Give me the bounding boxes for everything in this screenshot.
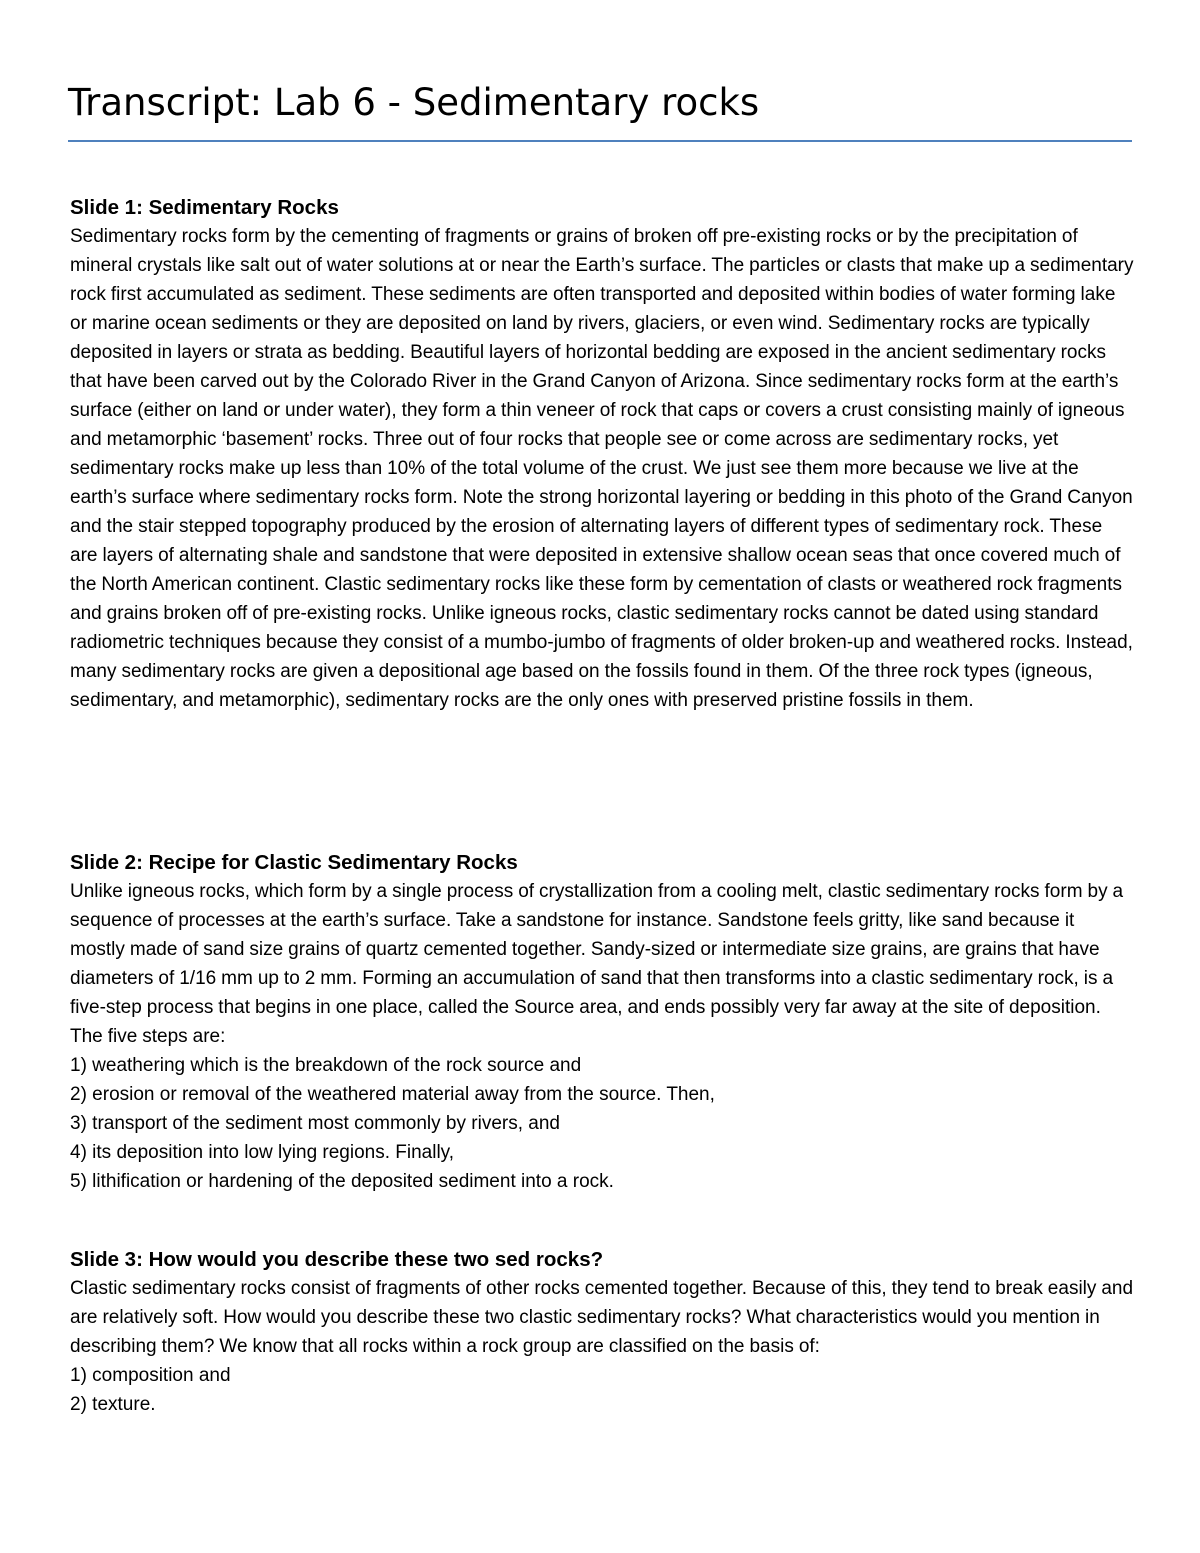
slide-3-body: Clastic sedimentary rocks consist of fragments of other rocks cemented together. Because of this, they tend to break easily and are relatively soft. How would you describe these two clastic sedimentary rocks? What characteristics would you mention in describing them? We know that all rocks within a rock group are classified on the basis of:	[70, 1278, 1134, 1357]
slide-3-heading: Slide 3: How would you describe these two sed rocks?	[70, 1248, 604, 1271]
step-item: 1) composition and	[70, 1365, 231, 1386]
step-item: 4) its deposition into low lying regions. Finally,	[70, 1142, 455, 1163]
step-item: 2) texture.	[70, 1394, 156, 1415]
step-item: 1) weathering which is the breakdown of the rock source and	[70, 1055, 582, 1076]
document-title: Transcript: Lab 6 - Sedimentary rocks	[68, 81, 760, 124]
slide-2-body: Unlike igneous rocks, which form by a single process of crystallization from a cooling melt, clastic sedimentary rocks form by a sequence of processes at the earth’s surface. Take a sandstone for instance. Sandstone feels gritty, like sand because it mostly made of sand size grains of quartz cemented together. Sandy-sized or intermediate size grains, are grains that have diameters of 1/16 mm up to 2 mm. Forming an accumulation of sand that then transforms into a clastic sedimentary rock, is a five-step process that begins in one place, called the Source area, and ends possibly very far away at the site of deposition. The five steps are:	[70, 881, 1124, 1047]
slide-2-section	[70, 848, 1134, 1196]
slide-3-section	[70, 1245, 1134, 1419]
slide-2-heading: Slide 2: Recipe for Clastic Sedimentary Rocks	[70, 851, 518, 874]
slide-1-section	[70, 193, 1134, 715]
step-item: 3) transport of the sediment most commonly by rivers, and	[70, 1113, 560, 1134]
step-item: 2) erosion or removal of the weathered material away from the source. Then,	[70, 1084, 715, 1105]
slide-1-body: Sedimentary rocks form by the cementing of fragments or grains of broken off pre-existing rocks or by the precipitation of mineral crystals like salt out of water solutions at or near the Earth’s surface. The particles or clasts that make up a sedimentary rock first accumulated as sediment. These sediments are often transported and deposited within bodies of water forming lake or marine ocean sediments or they are deposited on land by rivers, glaciers, or even wind. Sedimentary rocks are typically deposited in layers or strata as bedding. Beautiful layers of horizontal bedding are exposed in the ancient sedimentary rocks that have been carved out by the Colorado River in the Grand Canyon of Arizona. Since sedimentary rocks form at the earth’s surface (either on land or under water), they form a thin veneer of rock that caps or covers a crust consisting mainly of igneous and metamorphic ‘basement’ rocks. Three out of four rocks that people see or come across are sedimentary rocks, yet sedimentary rocks make up less than 10% of the total volume of the crust. We just see them more because we live at the earth’s surface where sedimentary rocks form. Note the strong horizontal layering or bedding in this photo of the Grand Canyon and the stair stepped topography produced by the erosion of alternating layers of different types of sedimentary rock. These are layers of alternating shale and sandstone that were deposited in extensive shallow ocean seas that once covered much of the North American continent. Clastic sedimentary rocks like these form by cementation of clasts or weathered rock fragments and grains broken off of pre-existing rocks. Unlike igneous rocks, clastic sedimentary rocks cannot be dated using standard radiometric techniques because they consist of a mumbo-jumbo of fragments of older broken-up and weathered rocks. Instead, many sedimentary rocks are given a depositional age based on the fossils found in them. Of the three rock types (igneous, sedimentary, and metamorphic), sedimentary rocks are the only ones with preserved pristine fossils in them.	[70, 226, 1134, 711]
title-divider	[68, 140, 1132, 142]
step-item: 5) lithification or hardening of the deposited sediment into a rock.	[70, 1171, 614, 1192]
slide-1-heading: Slide 1: Sedimentary Rocks	[70, 196, 339, 219]
